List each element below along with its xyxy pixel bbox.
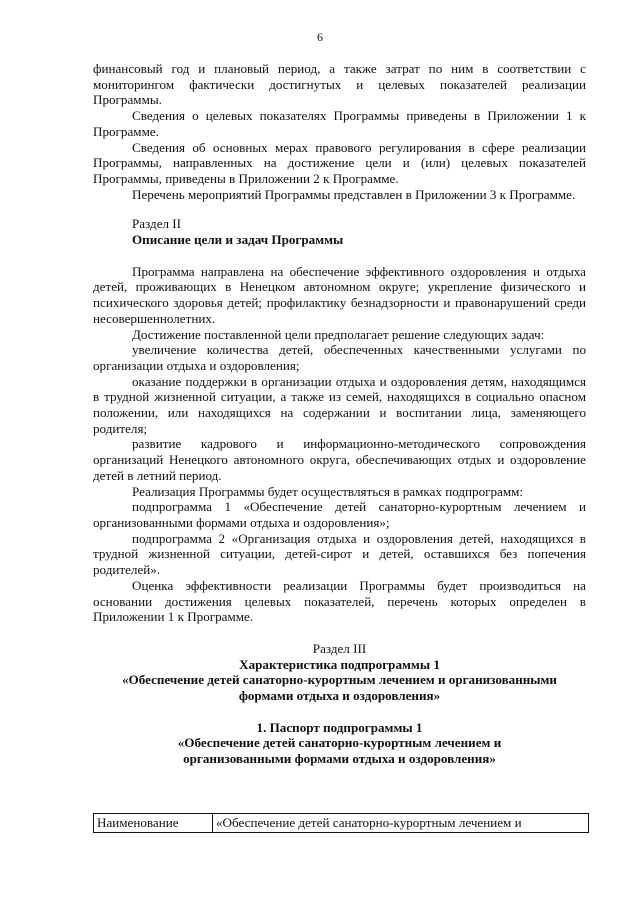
section-3-title-line-2: «Обеспечение детей санаторно-курортным лечением и организованными — [122, 672, 557, 688]
section-2-paragraph: Оценка эффективности реализации Программы будет производиться на основании достижения целевых показателей, перечень которых определен в Приложении 1 к Программе. — [93, 577, 586, 625]
passport-title-line-1: 1. Паспорт подпрограммы 1 — [256, 719, 423, 735]
page-number: 6 — [317, 30, 323, 44]
paragraph-intro-2: Сведения о целевых показателях Программы приведены в Приложении 1 к Программе. — [93, 108, 586, 139]
section-2-paragraph: подпрограмма 1 «Обеспечение детей санаторно-курортным лечением и организованными формами отдыха и оздоровления»; — [93, 499, 586, 530]
section-2-paragraph: подпрограмма 2 «Организация отдыха и оздоровления детей, находящихся в трудной жизненной ситуации, детей-сирот и детей, оставшихся без попечения родителей». — [93, 530, 586, 578]
section-2-paragraph: Программа направлена на обеспечение эффективного оздоровления и отдыха детей, проживающих в Ненецком автономном округе; укрепление физического и психического здоровья детей; профилактику безнадзорности и правонарушений среди несовершеннолетних. — [93, 263, 586, 326]
section-2-label: Раздел II — [132, 216, 182, 232]
table-row — [94, 814, 589, 833]
section-2-title: Описание цели и задач Программы — [132, 232, 344, 248]
passport-table — [93, 813, 589, 833]
section-2-paragraph: оказание поддержки в организации отдыха и оздоровления детям, находящимся в трудной жизненной ситуации, а также из семей, находящихся в социально опасном положении, или находящихся на содержании и воспитании лица, заменяющего родителя; — [93, 373, 586, 436]
passport-title-line-2: «Обеспечение детей санаторно-курортным лечением и — [177, 735, 502, 751]
section-2-paragraph: Реализация Программы будет осуществляться в рамках подпрограмм: — [132, 483, 524, 499]
section-3-title-line-1: Характеристика подпрограммы 1 — [239, 656, 440, 672]
passport-row-label: Наименование — [94, 814, 213, 833]
passport-row-value: «Обеспечение детей санаторно-курортным лечением и — [213, 814, 589, 833]
passport-title-line-3: организованными формами отдыха и оздоровления» — [183, 751, 496, 767]
paragraph-intro-4: Перечень мероприятий Программы представлен в Приложении 3 к Программе. — [132, 186, 576, 202]
section-2-paragraph: Достижение поставленной цели предполагает решение следующих задач: — [132, 326, 545, 342]
section-2-paragraph: увеличение количества детей, обеспеченных качественными услугами по организации отдыха и оздоровления; — [93, 342, 586, 373]
section-3-title-line-3: формами отдыха и оздоровления» — [238, 688, 441, 704]
document-body — [93, 61, 586, 767]
section-2-paragraph: развитие кадрового и информационно-методического сопровождения организаций Ненецкого автономного округа, обеспечивающих отдых и оздоровление детей в летний период. — [93, 436, 586, 483]
paragraph-intro-1: финансовый год и плановый период, а также затрат по ним в соответствии с мониторингом фактически достигнутых и целевых показателей реализации Программы. — [93, 61, 586, 108]
section-3-label: Раздел III — [312, 640, 367, 656]
paragraph-intro-3: Сведения об основных мерах правового регулирования в сфере реализации Программы, направленных на достижение цели и (или) целевых показателей Программы, приведены в Приложении 2 к Программе. — [93, 139, 586, 186]
